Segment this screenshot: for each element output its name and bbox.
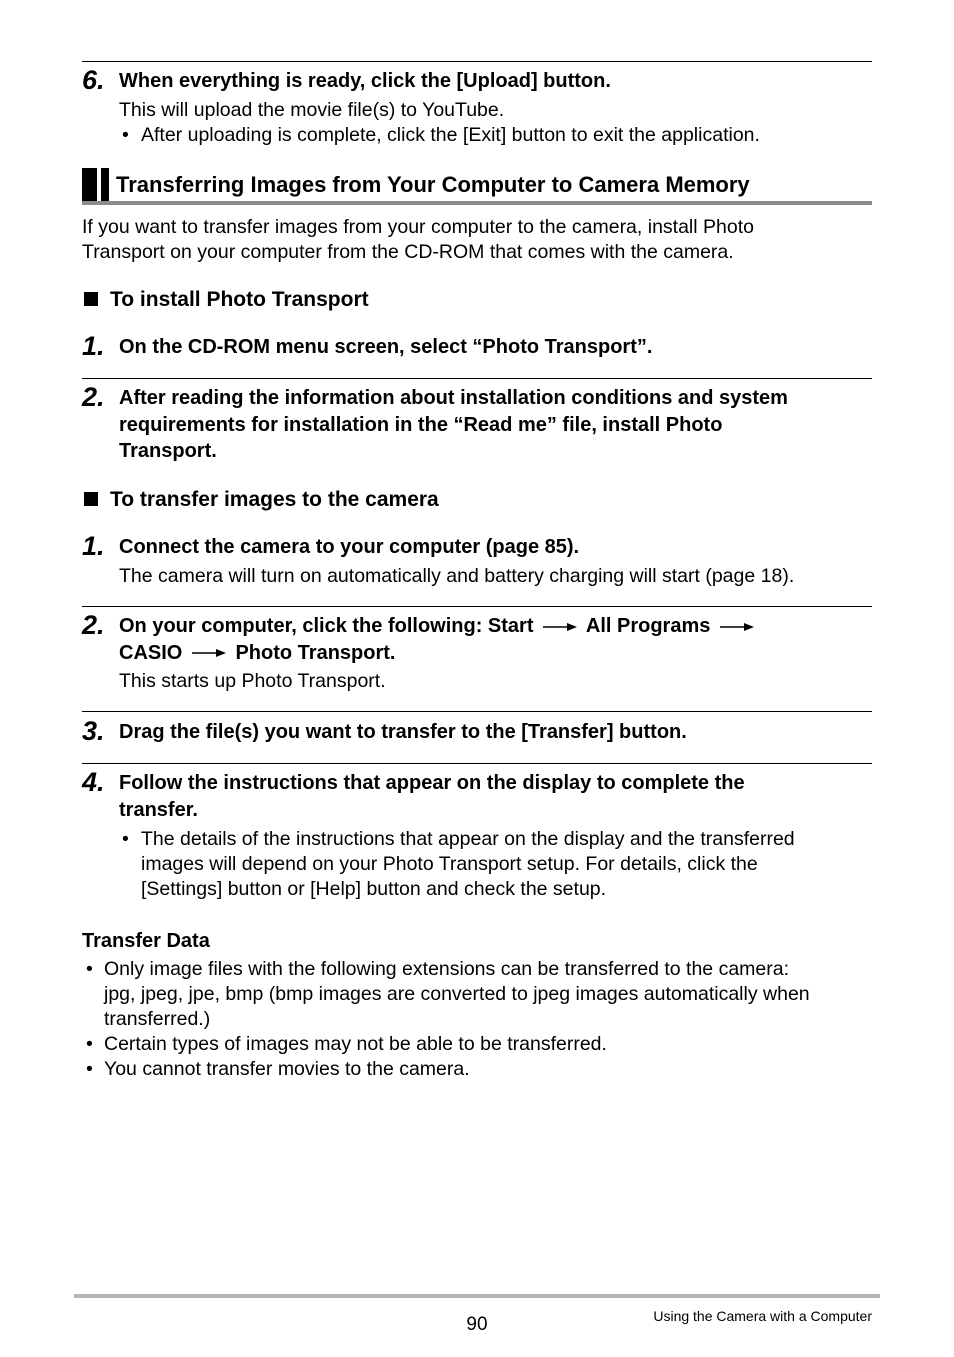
transfer-step-1-heading: Connect the camera to your computer (page 85). [119,536,580,558]
transfer-step-4-number: 4. [82,767,105,797]
transfer-heading: To transfer images to the camera [84,486,439,514]
section-title: Transferring Images from Your Computer to Camera Memory [116,172,750,197]
section-intro: Transport on your computer from the CD-ROM that comes with the camera. [82,241,734,263]
install-heading: To install Photo Transport [84,286,369,314]
step-6-bullet: After uploading is complete, click the [Exit] button to exit the application. [141,124,760,146]
transfer-step-4-bullet: [Settings] button or [Help] button and check the setup. [141,878,607,900]
section-marker-block [101,168,109,202]
install-step-2-heading: After reading the information about installation conditions and system requirements for installation in the “Read me” file, install Photo Transport. [119,387,788,462]
transfer-step-2-text: This starts up Photo Transport. [119,670,386,692]
step-divider [82,711,872,712]
transfer-data-bullet: Only image files with the following extensions can be transferred to the camera: [104,958,790,980]
square-bullet-icon [84,492,98,506]
step-6-number: 6. [82,65,105,95]
transfer-data-bullet-dot: • [86,1033,93,1055]
transfer-data-bullet-dot: • [86,958,93,980]
transfer-step-4-bullet: images will depend on your Photo Transport setup. For details, click the [141,853,758,875]
transfer-data-bullet: jpg, jpeg, jpe, bmp (bmp images are converted to jpeg images automatically when [104,983,810,1005]
step-divider [82,606,872,607]
arrow-right-icon [543,622,577,632]
transfer-step-3-heading: Drag the file(s) you want to transfer to the [Transfer] button. [119,721,687,743]
transfer-step-2-number: 2. [82,610,105,640]
transfer-step-3-number: 3. [82,716,105,746]
install-step-2-number: 2. [82,382,105,412]
transfer-step-1-text: The camera will turn on automatically and battery charging will start (page 18). [119,565,795,587]
transfer-data-bullet: You cannot transfer movies to the camera. [104,1058,470,1080]
install-step-1-number: 1. [82,331,105,361]
section-intro: If you want to transfer images from your computer to the camera, install Photo [82,216,754,238]
arrow-right-icon [720,622,754,632]
top-rule [82,61,872,62]
section-heading [82,168,872,204]
section-underline [82,201,872,205]
transfer-data-bullet-dot: • [86,1058,93,1080]
section-marker-block [82,168,97,202]
transfer-step-2-heading: On your computer, click the following: Start All Programs CASIO Photo Transport. [119,613,874,666]
transfer-data-bullet: transferred.) [104,1008,211,1030]
transfer-step-4-bullet-dot: • [122,828,129,850]
transfer-data-bullet: Certain types of images may not be able to be transferred. [104,1033,607,1055]
step-6-bullet-dot: • [122,124,129,146]
footer-chapter-label: Using the Camera with a Computer [653,1308,872,1324]
step-divider [82,378,872,379]
transfer-step-4-bullet: The details of the instructions that appear on the display and the transferred [141,828,795,850]
footer-rule [74,1294,880,1298]
step-6-heading: When everything is ready, click the [Upload] button. [119,70,611,92]
transfer-step-4-heading: Follow the instructions that appear on the display to complete the transfer. [119,772,745,821]
square-bullet-icon [84,292,98,306]
arrow-right-icon [192,648,226,658]
transfer-step-1-number: 1. [82,531,105,561]
install-step-1-heading: On the CD-ROM menu screen, select “Photo Transport”. [119,336,653,358]
transfer-data-heading: Transfer Data [82,930,210,952]
step-divider [82,763,872,764]
step-6-text: This will upload the movie file(s) to YouTube. [119,99,505,121]
page-number: 90 [466,1314,488,1335]
